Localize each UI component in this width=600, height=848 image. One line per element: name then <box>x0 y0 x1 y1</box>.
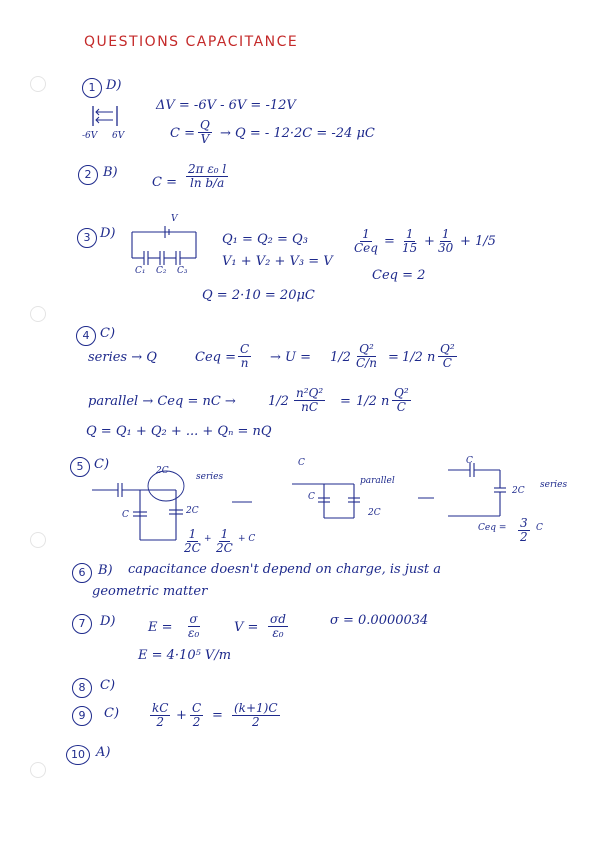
q7-v: V = <box>234 620 259 635</box>
question-number: 7 <box>72 614 92 634</box>
answer-choice: C) <box>104 706 120 721</box>
q9-fraction <box>232 702 280 729</box>
cap-label: C <box>536 523 543 533</box>
equals-sign: = <box>384 234 395 249</box>
numerator: σ <box>189 612 198 626</box>
cap-label: C <box>466 456 473 466</box>
question-number: 3 <box>77 228 97 248</box>
equals-sign: = <box>212 708 223 723</box>
q5-ceq: Ceq = <box>478 523 507 533</box>
q9-fraction <box>150 702 170 729</box>
q6-line2: geometric matter <box>92 584 208 599</box>
denominator: n <box>240 356 249 370</box>
denominator: 2C <box>184 541 201 555</box>
q1-label-left: -6V <box>82 131 98 141</box>
denominator: ε₀ <box>272 626 284 640</box>
question-number: 5 <box>70 457 90 477</box>
q1-c-eq: C = <box>170 126 195 141</box>
numerator: 1 <box>441 227 450 241</box>
question-number: 8 <box>72 678 92 698</box>
answer-choice: B) <box>103 165 118 180</box>
numerator: Q² <box>440 342 455 356</box>
q3-line2: V₁ + V₂ + V₃ = V <box>222 254 333 269</box>
denominator: 15 <box>402 241 418 255</box>
numerator: Q² <box>359 342 374 356</box>
equals-sign: = <box>388 350 399 365</box>
plus-sign: + <box>176 708 187 723</box>
q7-e: E = <box>148 620 173 635</box>
denominator: 2 <box>192 715 201 729</box>
cap-label: 2C <box>512 486 525 496</box>
q4-half: 1/2 <box>268 394 289 409</box>
q1-line1: ΔV = -6V - 6V = -12V <box>156 98 296 113</box>
answer-choice: D) <box>100 226 116 241</box>
question-number: 6 <box>72 563 92 583</box>
q4-series-label: series → Q <box>88 350 157 365</box>
answer-choice: C) <box>100 326 116 341</box>
q7-e-value: E = 4·10⁵ V/m <box>138 648 232 663</box>
denominator: C/n <box>356 356 377 370</box>
numerator: C <box>240 342 250 356</box>
denominator: C <box>396 400 406 414</box>
numerator: 1 <box>405 227 414 241</box>
answer-choice: A) <box>96 745 111 760</box>
numerator: 1 <box>188 527 197 541</box>
numerator: (k+1)C <box>234 701 278 715</box>
q1-line2: → Q = - 12·2C = -24 μC <box>220 126 375 141</box>
denominator: C <box>442 356 452 370</box>
numerator: 1 <box>362 227 370 241</box>
denominator: ε₀ <box>188 626 200 640</box>
denominator: 2 <box>251 715 260 729</box>
plus-sign: + <box>424 234 435 249</box>
question-number: 10 <box>66 745 90 765</box>
numerator: C <box>192 701 202 715</box>
q3-voltage-label: V <box>171 214 178 224</box>
answer-choice: B) <box>98 563 113 578</box>
cap-label: 2C <box>368 508 381 518</box>
q2-c-eq: C = <box>152 175 177 190</box>
answer-choice: C) <box>94 457 110 472</box>
q4-u: → U = <box>270 350 312 365</box>
cap-label: C₁ <box>135 266 146 276</box>
q5-parallel-note: parallel <box>360 476 395 486</box>
q4-parallel-label: parallel → Ceq = nC → <box>88 394 236 409</box>
cap-label: 2C <box>156 466 169 476</box>
equals-sign: = <box>340 394 351 409</box>
question-number: 2 <box>78 165 98 185</box>
q4-ceq: Ceq = <box>195 350 236 365</box>
q3-ceq-result: Ceq = 2 <box>372 268 426 283</box>
answer-choice: D) <box>100 614 116 629</box>
cap-label: C <box>122 510 129 520</box>
denominator: V <box>200 132 210 146</box>
page-title: QUESTIONS CAPACITANCE <box>84 34 299 50</box>
denominator: 30 <box>438 241 454 255</box>
q7-sigma: σ = 0.0000034 <box>330 613 429 628</box>
q6-line1: capacitance doesn't depend on charge, is just a <box>128 562 442 577</box>
numerator: 1 <box>220 527 229 541</box>
q9-fraction <box>190 702 203 729</box>
cap-label: C₂ <box>156 266 167 276</box>
cap-label: C <box>308 492 315 502</box>
numerator: n²Q² <box>296 386 324 400</box>
q4-charge-sum: Q = Q₁ + Q₂ + ... + Qₙ = nQ <box>86 424 272 439</box>
q3-line1: Q₁ = Q₂ = Q₃ <box>222 232 308 247</box>
q5-series-note: series <box>540 480 568 490</box>
question-number: 4 <box>76 326 96 346</box>
denominator: 2C <box>216 541 233 555</box>
q5-fraction <box>214 528 235 555</box>
numerator: 3 <box>520 516 528 530</box>
q5-sum-rest: + C <box>238 534 256 544</box>
q3-q-result: Q = 2·10 = 20μC <box>202 288 315 303</box>
denominator: Ceq <box>354 241 378 255</box>
numerator: 2π ε₀ l <box>188 162 227 176</box>
q5-series-note: series <box>196 472 224 482</box>
q7-fraction <box>268 613 288 640</box>
denominator: ln b/a <box>189 176 225 190</box>
numerator: Q <box>200 118 210 132</box>
q5-fraction <box>518 517 530 544</box>
question-number: 1 <box>82 78 102 98</box>
answer-choice: C) <box>100 678 116 693</box>
numerator: kC <box>152 701 169 715</box>
denominator: nC <box>301 400 319 414</box>
q5-fraction <box>182 528 203 555</box>
q3-fraction-tail: + 1/5 <box>460 234 496 249</box>
q4-half: 1/2 <box>330 350 351 365</box>
cap-label: C₃ <box>177 266 188 276</box>
cap-label: C <box>298 458 305 468</box>
q1-label-right: 6V <box>112 131 125 141</box>
cap-label: 2C <box>186 506 199 516</box>
answer-choice: D) <box>106 78 122 93</box>
denominator: 2 <box>520 530 528 544</box>
q7-fraction <box>186 613 201 640</box>
q4-result: 1/2 n <box>356 394 390 409</box>
numerator: σd <box>270 612 286 626</box>
question-number: 9 <box>72 706 92 726</box>
q4-result: 1/2 n <box>402 350 436 365</box>
plus-sign: + <box>204 534 212 544</box>
numerator: Q² <box>394 386 409 400</box>
denominator: 2 <box>156 715 165 729</box>
